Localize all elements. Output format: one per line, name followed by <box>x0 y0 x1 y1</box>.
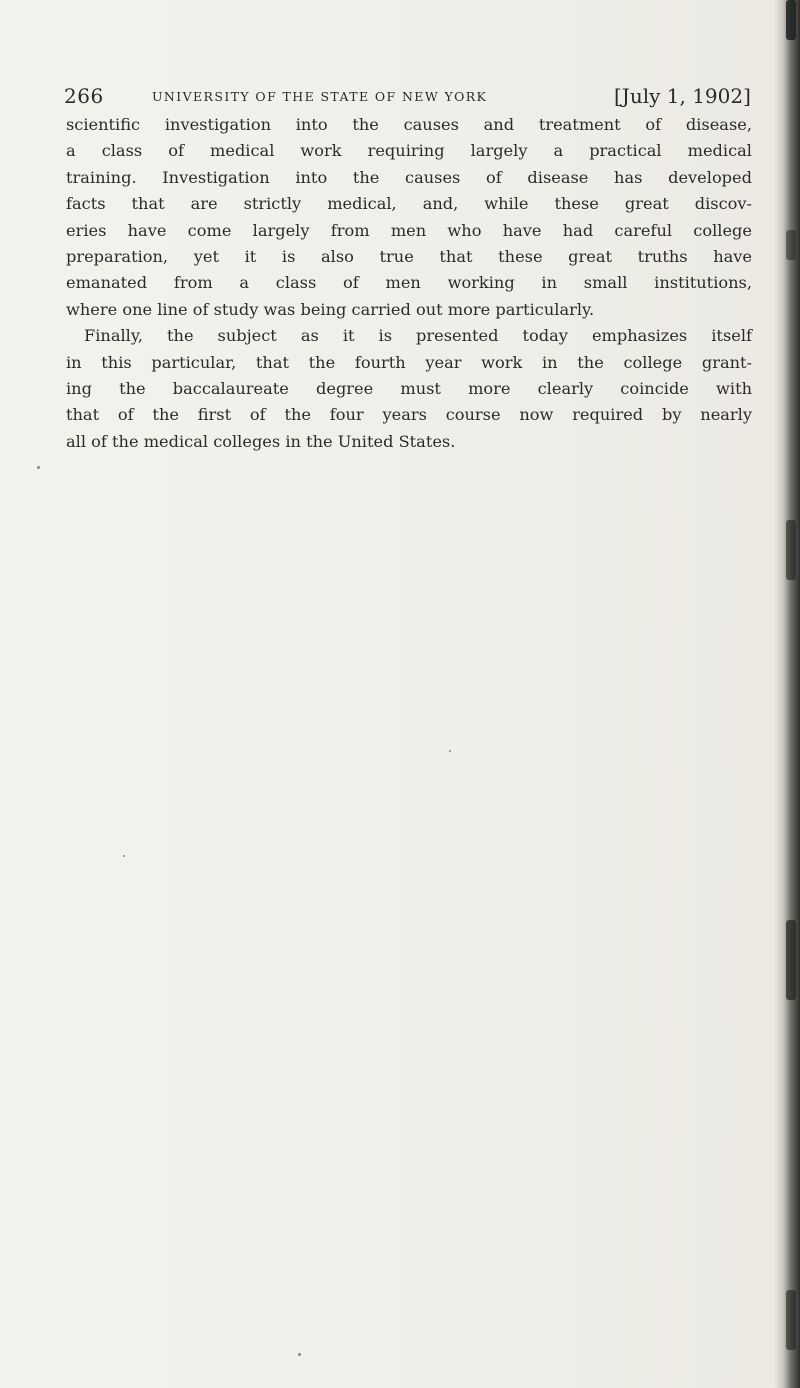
edge-shadow <box>786 1290 796 1350</box>
text-line: in this particular, that the fourth year work in the college grant- <box>66 352 752 372</box>
page-binding-edge <box>774 0 800 1388</box>
paper-speck <box>123 855 125 857</box>
text-line: scientific investigation into the causes and treatment of disease, <box>66 115 752 134</box>
edge-shadow <box>786 520 796 580</box>
paper-speck <box>449 750 451 752</box>
running-title: UNIVERSITY OF THE STATE OF NEW YORK <box>152 89 488 104</box>
body-paragraphs <box>66 112 752 455</box>
text-line: eries have come largely from men who have had careful college <box>66 220 752 240</box>
running-head <box>64 84 764 110</box>
edge-shadow <box>786 0 796 40</box>
text-line: preparation, yet it is also true that these great truths have <box>66 246 752 266</box>
text-line: facts that are strictly medical, and, while these great discov- <box>66 194 752 214</box>
page-number: 266 <box>64 84 104 108</box>
text-line: ing the baccalaureate degree must more clearly coincide with <box>66 378 752 398</box>
header-date: [July 1, 1902] <box>614 84 751 108</box>
text-line: Finally, the subject as it is presented today emphasizes itself <box>84 326 752 346</box>
text-line: where one line of study was being carried out more particularly. <box>66 299 595 319</box>
text-line: emanated from a class of men working in small institutions, <box>66 273 752 293</box>
edge-shadow <box>786 230 796 260</box>
text-line: a class of medical work requiring largely a practical medical <box>66 141 752 161</box>
text-line: that of the first of the four years course now required by nearly <box>66 405 752 425</box>
text-line: all of the medical colleges in the United States. <box>66 431 456 451</box>
paper-speck <box>298 1353 301 1356</box>
paper-speck <box>37 466 40 469</box>
edge-shadow <box>786 920 796 1000</box>
text-line: training. Investigation into the causes of disease has developed <box>66 167 752 187</box>
